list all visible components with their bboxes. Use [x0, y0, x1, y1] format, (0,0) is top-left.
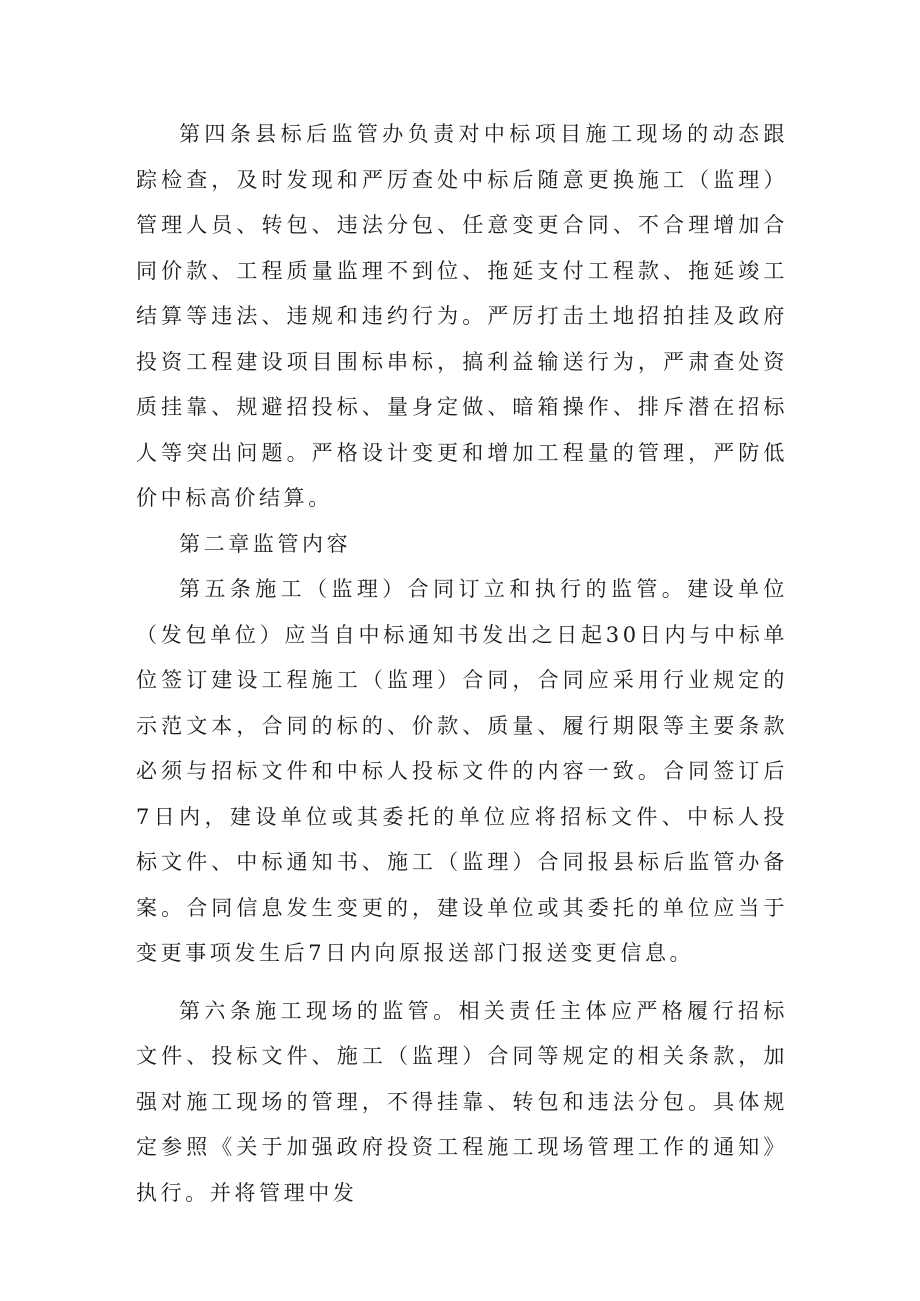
document-body: [136, 112, 788, 1216]
chapter-2-heading: 第二章监管内容: [179, 531, 352, 556]
article-4-paragraph: 第四条县标后监管办负责对中标项目施工现场的动态跟踪检查，及时发现和严厉查处中标后随意更换施工（监理）管理人员、转包、违法分包、任意变更合同、不合理增加合同价款、工程质量监理不到位、拖延支付工程款、拖延竣工结算等违法、违规和违约行为。严厉打击土地招拍挂及政府投资工程建设项目围标串标，搞利益输送行为，严肃查处资质挂靠、规避招投标、量身定做、暗箱操作、排斥潜在招标人等突出问题。严格设计变更和增加工程量的管理，严防低价中标高价结算。: [136, 122, 788, 510]
article-6-paragraph: 第六条施工现场的监管。相关责任主体应严格履行招标文件、投标文件、施工（监理）合同等规定的相关条款，加强对施工现场的管理，不得挂靠、转包和违法分包。具体规定参照《关于加强政府投资工程施工现场管理工作的通知》执行。并将管理中发: [136, 998, 788, 1205]
article-5-paragraph: 第五条施工（监理）合同订立和执行的监管。建设单位（发包单位）应当自中标通知书发出之日起30日内与中标单位签订建设工程施工（监理）合同，合同应采用行业规定的示范文本，合同的标的、价款、质量、履行期限等主要条款必须与招标文件和中标人投标文件的内容一致。合同签订后7日内，建设单位或其委托的单位应将招标文件、中标人投标文件、中标通知书、施工（监理）合同报县标后监管办备案。合同信息发生变更的，建设单位或其委托的单位应当于变更事项发生后7日内向原报送部门报送变更信息。: [136, 577, 788, 965]
